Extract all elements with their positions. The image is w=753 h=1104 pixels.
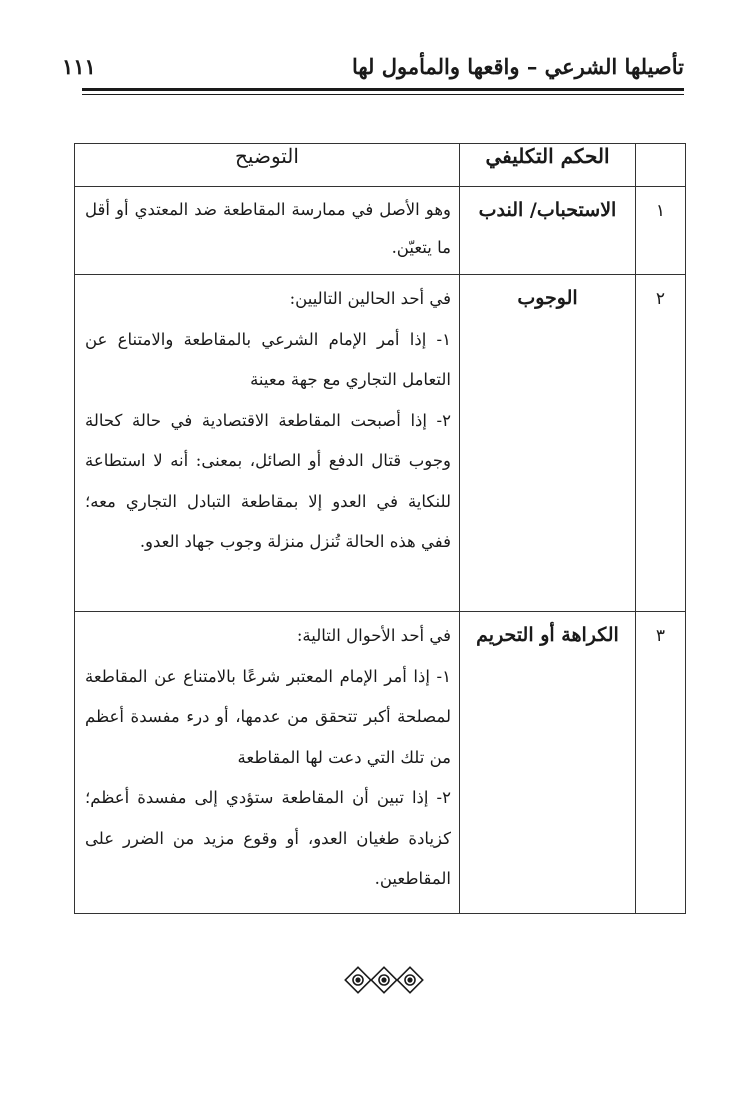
table-row: [75, 612, 686, 914]
explanation-line: في أحد الأحوال التالية:: [296, 626, 451, 645]
explanation-line: ١- إذا أمر الإمام الشرعي بالمقاطعة والامتناع عن التعامل التجاري مع جهة معينة: [85, 329, 451, 389]
explanation-line: ١- إذا أمر الإمام المعتبر شرعًا بالامتناع عن المقاطعة لمصلحة أكبر تتحقق من عدمها، أو درء مفسدة أعظم من تلك التي دعت لها المقاطعة: [85, 666, 451, 767]
ruling-cell: الاستحباب/ الندب: [460, 187, 636, 275]
table-row: [75, 275, 686, 612]
explanation-cell: [75, 275, 460, 612]
header-rule-thin: [82, 94, 684, 95]
explanation-cell: [75, 612, 460, 914]
row-number: ٢: [636, 275, 686, 612]
explanation-line: ٢- إذا تبين أن المقاطعة ستؤدي إلى مفسدة أعظم؛ كزيادة طغيان العدو، أو وقوع مزيد من الضرر على المقاطعين.: [85, 788, 451, 888]
row-number: ٣: [636, 612, 686, 914]
explanation-line: ٢- إذا أصبحت المقاطعة الاقتصادية في حالة كحالة وجوب قتال الدفع أو الصائل، بمعنى: أنه لا استطاعة للنكاية في العدو إلا بمقاطعة التبادل التجاري معه؛ ففي هذه الحالة تُنزل منزلة وجوب جهاد العدو.: [85, 410, 451, 551]
running-header: [62, 52, 684, 86]
three-flower-ornament-icon: [344, 966, 424, 994]
explanation-cell: [75, 187, 460, 275]
table-row: [75, 187, 686, 275]
rulings-table: [74, 143, 686, 914]
ruling-cell: الكراهة أو التحريم: [460, 612, 636, 914]
ruling-cell: الوجوب: [460, 275, 636, 612]
explanation-column-header: التوضيح: [75, 144, 460, 187]
ruling-column-header: الحكم التكليفي: [460, 144, 636, 187]
number-column-header: [636, 144, 686, 187]
page-number: ١١١: [62, 54, 96, 79]
header-rule-thick: [82, 88, 684, 91]
header-title: تأصيلها الشرعي – واقعها والمأمول لها: [351, 54, 684, 79]
explanation-line: في أحد الحالين التاليين:: [289, 289, 451, 308]
explanation-line: وهو الأصل في ممارسة المقاطعة ضد المعتدي أو أقل ما يتعيّن.: [85, 200, 451, 257]
table-header-row: [75, 144, 686, 187]
row-number: ١: [636, 187, 686, 275]
